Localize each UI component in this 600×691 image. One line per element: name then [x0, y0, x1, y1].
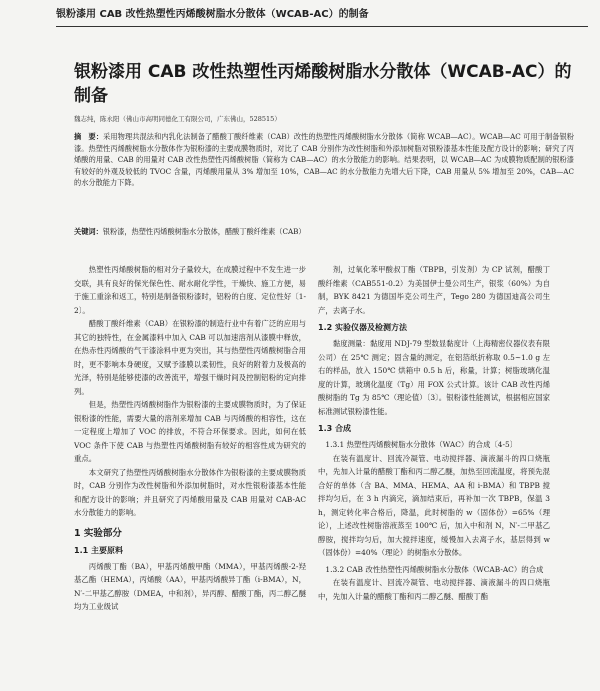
paragraph: 黏度测量：黏度用 NDJ-79 型数显黏度计（上海精密仪器仪表有限公司）在 25℃ 测定；固含量的测定，在铝箔纸折称取 0.5~1.0 g 左右的样品，放入 150℃ 烘箱中 0.5 h 后，称量，计算；树脂玻璃化温度的计算，玻璃化温度（Tg）用 FOX 公式计算。该计 CAB 改性丙烯酸树脂的 Tg 为 85℃（理论值）〔3〕。银粉漆性能测试，根据相应国家标准测试银粉漆性能。	[318, 339, 550, 416]
header-rule	[56, 26, 588, 27]
section-heading: 1.3.1 热塑性丙烯酸树脂水分散体（WAC）的合成〔4-5〕	[325, 440, 518, 449]
section-heading: 1.1 主要原料	[74, 545, 123, 555]
keywords-label: 关键词：	[74, 227, 103, 236]
paper-title: 银粉漆用 CAB 改性热塑性丙烯酸树脂水分散体（WCAB-AC）的制备	[74, 62, 572, 106]
authors-affiliation: 魏志纯，陈永阳（佛山市高明同德化工有限公司，广东佛山，528515）	[74, 115, 281, 123]
section-heading: 1 实验部分	[74, 527, 122, 539]
paragraph: 在装有温度计、回流冷凝管、电动搅拌器、滴液漏斗的四口烧瓶中，先加入计量的醋酸丁酯和丙二醇乙醚，加热至回流温度，将预先混合好的单体（含 BA、MMA、HEMA、AA 和 i-BMA）和 TBPB 搅拌均匀后，在 3 h 内滴完，滴加结束后，再补加一次 TBPB，保温 3 h，测定转化率合格后，降温，此时树脂的 w（固体份）=65%（理论），上述改性树脂溶液蒸至 100℃ 后，加入中和剂 N，N′-二甲基乙醇胺，搅拌均匀后，加大搅拌速度，缓慢加入去离子水，基层得到 w（固体份）=40%（理论）的树脂水分散体。	[318, 453, 550, 557]
keywords-text: 银粉漆，热塑性丙烯酸树脂水分散体，醋酸丁酸纤维素（CAB）	[102, 227, 306, 236]
section-heading: 1.3.2 CAB 改性热塑性丙烯酸树脂水分散体（WCAB-AC）的合成	[325, 564, 544, 574]
paragraph: 但是，热塑性丙烯酸树脂作为银粉漆的主要成膜物质时，为了保证银粉漆的性能，需要大量的溶剂来增加 CAB 与丙烯酸的相容性，这在一定程度上增加了 VOC 的排放，不符合环保要求。因此，如何在低 VOC 条件下使 CAB 与热塑性丙烯酸树脂有较好的相容性成为研究的重点。	[74, 400, 306, 463]
paragraph: 醋酸丁酸纤维素（CAB）在银粉漆的制造行业中有着广泛的应用与其它的独特性，在金属漆料中加入 CAB 可以加速溶剂从漆膜中释放，在热赤性丙烯酸的气干漆涂料中更为突出，其与热塑性丙烯酸树脂合用时，更不影响本身硬度，又赋予漆膜以柔韧性，良好的附着力及极高的光泽，特别是能够使漆的改善流平，增强干燥时间及控制铝粉的定向排列。	[74, 319, 306, 396]
paragraph: 热塑性丙烯酸树脂的相对分子量较大，在成膜过程中不发生进一步交联，具有良好的保光保色性、耐水耐化学性，干燥快、施工方便，易于施工重涂和返工，特别是制备银粉漆时，铝粉的白度、定位性好〔1-2〕。	[74, 265, 306, 315]
keywords	[74, 226, 574, 237]
section-heading: 1.2 实验仪器及检测方法	[318, 323, 407, 332]
abstract	[74, 131, 574, 189]
section-heading: 1.3 合成	[318, 424, 351, 433]
running-head: 银粉漆用 CAB 改性热塑性丙烯酸树脂水分散体（WCAB-AC）的制备	[56, 9, 369, 20]
paragraph: 在装有温度计、回流冷凝管、电动搅拌器、滴液漏斗的四口烧瓶中，先加入计量的醋酸丁酯和丙二醇乙醚、醋酸丁酯	[318, 578, 550, 601]
abstract-text: 采用物理共混法和内乳化法制备了醋酸丁酸纤维素（CAB）改性的热塑性丙烯酸树脂水分散体（简称 WCAB—AC）。WCAB—AC 可用于制备银粉漆。热塑性丙烯酸树脂水分散体作为银粉漆的主要成膜物质时，对比了 CAB 分别作为改性树脂和外添加树脂对银粉漆基本性能及配方设计的影响；研究了丙烯酸的用量、CAB 的用量对 CAB 改性热塑性丙烯酸树脂（简称为 CAB—AC）的水分散能力的影响。结果表明，以 WCAB—AC 为成膜物质配制的银粉漆有较好的外观及较低的 TVOC 含量，丙烯酸用量从 3% 增加至 10%，CAB—AC 的水分散能力先增大后下降，CAB 用量从 5% 增加至 20%，CAB—AC 的水分散能力下降。	[74, 132, 574, 188]
paragraph: 剂，过氧化苯甲酸叔丁酯（TBPB，引发剂）为 CP 试剂，醋酸丁酸纤维素（CAB551-0.2）为美国伊士曼公司生产，银浆（60%）为自制，BYK 8421 为德国毕克公司生产，Tego 280 为德国迪高公司生产，去离子水。	[318, 265, 550, 315]
paragraph: 丙烯酸丁酯（BA），甲基丙烯酸甲酯（MMA），甲基丙烯酸-2-羟基乙酯（HEMA），丙烯酸（AA），甲基丙烯酸异丁酯（i-BMA），N，N′-二甲基乙醇胺（DMEA，中和剂），异丙醇、醋酸丁酯，丙二醇乙醚均为工业级试	[74, 561, 306, 611]
abstract-label: 摘 要：	[74, 132, 104, 141]
paragraph: 本文研究了热塑性丙烯酸树脂水分散体作为银粉漆的主要成膜物质时，CAB 分别作为改性树脂和外添加树脂时，对水性银粉漆基本性能和配方设计的影响；并且研究了丙烯酸用量及 CAB 用量对 CAB-AC 水分散能力的影响。	[74, 467, 306, 517]
body-column-left	[74, 263, 306, 614]
body-column-right	[318, 263, 550, 603]
